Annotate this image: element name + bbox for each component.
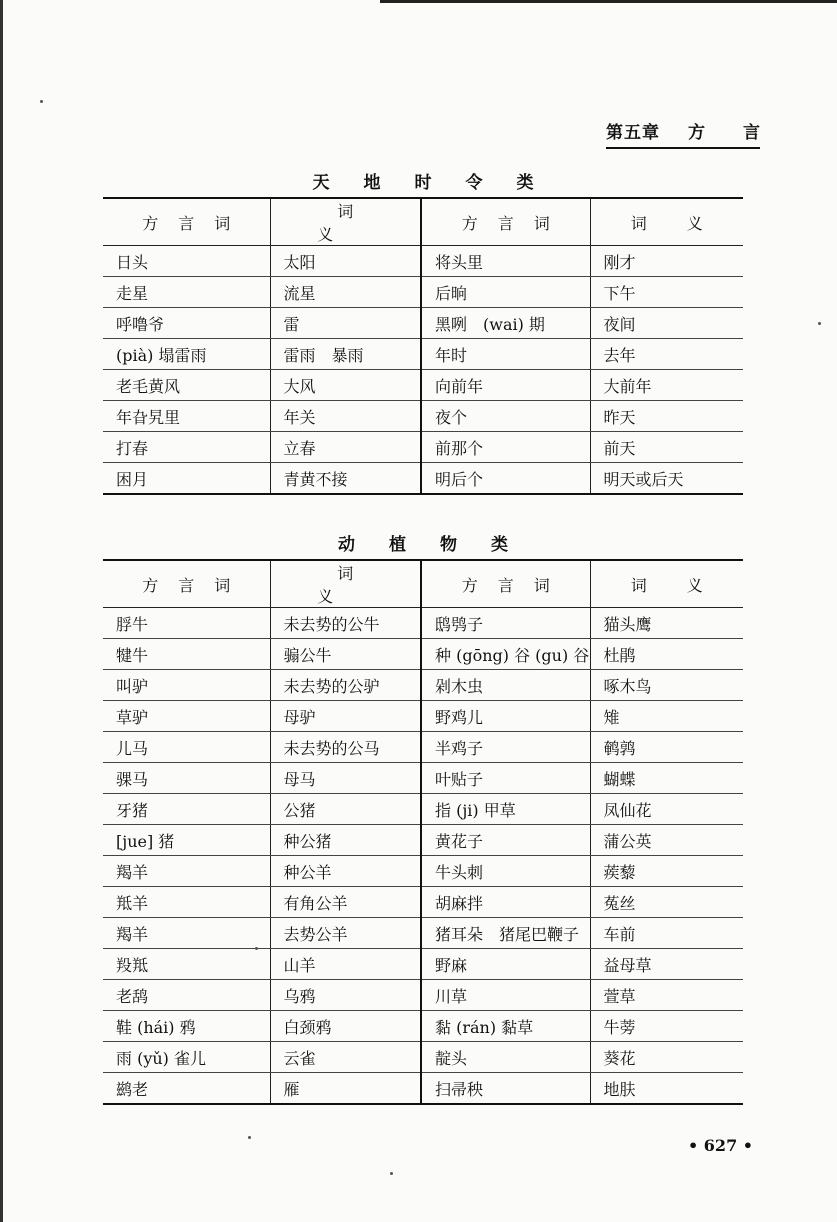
table-row [103,825,743,856]
meaning-cell: 山羊 [270,949,421,980]
dialect-word-cell: 前那个 [421,432,590,463]
meaning-cell: 蝴蝶 [590,763,743,794]
meaning-cell: 公猪 [270,794,421,825]
meaning-cell: 未去势的公马 [270,732,421,763]
dialect-word-cell: 羯羊 [103,918,270,949]
table-row [103,670,743,701]
column-header: 词义 [590,198,743,246]
dialect-word-cell: 靛头 [421,1042,590,1073]
scan-speck [818,322,821,325]
meaning-cell: 母驴 [270,701,421,732]
meaning-cell: 云雀 [270,1042,421,1073]
dialect-word-cell: 半鸡子 [421,732,590,763]
meaning-cell: 太阳 [270,246,421,277]
dialect-word-cell: (pià) 塌雷雨 [103,339,270,370]
dialect-word-cell: 将头里 [421,246,590,277]
table-row [103,277,743,308]
meaning-cell: 未去势的公牛 [270,608,421,639]
meaning-cell: 蒺藜 [590,856,743,887]
meaning-cell: 立春 [270,432,421,463]
meaning-cell: 杜鹃 [590,639,743,670]
meaning-cell: 明天或后天 [590,463,743,495]
column-header: 方言词 [421,198,590,246]
dialect-word-cell: 年时 [421,339,590,370]
dialect-word-cell: 后晌 [421,277,590,308]
table-row [103,887,743,918]
dialect-word-cell: 牛头刺 [421,856,590,887]
weather-terms-table [103,197,743,495]
meaning-cell: 雷雨 暴雨 [270,339,421,370]
meaning-cell: 种公猪 [270,825,421,856]
dialect-word-cell: 打春 [103,432,270,463]
page-number: • 627 • [688,1136,753,1155]
dialect-word-cell: 牙猪 [103,794,270,825]
column-header: 词义 [590,560,743,608]
dialect-word-cell: 草驴 [103,701,270,732]
table-row [103,1073,743,1105]
table-row [103,1042,743,1073]
meaning-cell: 雁 [270,1073,421,1105]
column-header: 词义 [270,560,421,608]
dialect-word-cell: 呼噜爷 [103,308,270,339]
column-header: 方言词 [421,560,590,608]
dialect-word-cell: 困月 [116,469,149,489]
table-row [103,246,743,277]
meaning-cell: 下午 [590,277,743,308]
meaning-cell: 葵花 [590,1042,743,1073]
dialect-word-cell: 夜个 [421,401,590,432]
meaning-cell: 流星 [270,277,421,308]
meaning-cell: 白颈鸦 [270,1011,421,1042]
meaning-cell: 地肤 [590,1073,743,1105]
table-row [103,949,743,980]
dialect-word-cell: 羝羊 [103,887,270,918]
dialect-word-cell: 老鸹 [103,980,270,1011]
meaning-cell: 年关 [270,401,421,432]
meaning-cell: 萱草 [590,980,743,1011]
meaning-cell: 前天 [590,432,743,463]
meaning-cell: 骟公牛 [270,639,421,670]
scan-speck [40,100,43,103]
dialect-word-cell: 叶贴子 [421,763,590,794]
column-header: 方言词 [103,198,270,246]
page-edge-shadow [0,0,3,1222]
weather-table-body [103,246,743,495]
dialect-word-cell: 老毛黄风 [103,370,270,401]
meaning-cell: 母马 [270,763,421,794]
dialect-word-cell: 种 (gōng) 谷 (gu) 谷 [421,639,590,670]
dialect-word-cell: 剁木虫 [421,670,590,701]
meaning-cell: 乌鸦 [270,980,421,1011]
dialect-word-cell: 鞋 (hái) 鸦 [103,1011,270,1042]
scan-speck [255,947,258,950]
meaning-cell: 鹌鹑 [590,732,743,763]
dialect-word-cell: 鹚老 [116,1079,149,1099]
table-row [103,432,743,463]
chapter-number: 第五章 [606,123,660,143]
table-row [103,639,743,670]
table-row [103,701,743,732]
dialect-word-cell: 脬牛 [103,608,270,639]
section-title-weather: 天地时令类 [312,173,568,193]
dialect-word-cell: 扫帚秧 [421,1073,590,1105]
dialect-word-cell: 日头 [103,246,270,277]
table-header-row [103,560,743,608]
scan-speck [390,1172,393,1175]
table-row [103,794,743,825]
dialect-word-cell: 叫驴 [103,670,270,701]
dialect-word-cell: 黏 (rán) 黏草 [421,1011,590,1042]
dialect-word-cell: 犍牛 [103,639,270,670]
column-header: 词义 [270,198,421,246]
table-row [103,401,743,432]
table-row [103,370,743,401]
meaning-cell: 大风 [270,370,421,401]
dialect-word-cell: 黑咧 (wai) 期 [421,308,590,339]
table-row [103,463,743,495]
flora-fauna-table-body [103,608,743,1105]
dialect-word-cell: 羖羝 [103,949,270,980]
chapter-header [606,118,798,149]
table-row [103,1011,743,1042]
chapter-title: 方言 [688,123,798,143]
dialect-word-cell: 猪耳朵 猪尾巴鞭子 [421,918,590,949]
meaning-cell: 蒲公英 [590,825,743,856]
table-row [103,918,743,949]
dialect-word-cell: 野鸡儿 [421,701,590,732]
table-row [103,856,743,887]
table-row [103,308,743,339]
dialect-word-cell: 年旮旯里 [103,401,270,432]
dialect-word-cell: 明后个 [421,463,590,495]
dialect-word-cell: 川草 [421,980,590,1011]
meaning-cell: 青黄不接 [270,463,421,495]
table-header-row [103,198,743,246]
meaning-cell: 去势公羊 [270,918,421,949]
dialect-word-cell: [jue] 猪 [103,825,270,856]
dialect-word-cell: 雨 (yǔ) 雀儿 [103,1042,270,1073]
dialect-word-cell: 向前年 [421,370,590,401]
table-row [103,980,743,1011]
meaning-cell: 车前 [590,918,743,949]
scan-speck [248,1136,251,1139]
table-row [103,608,743,639]
meaning-cell: 雷 [270,308,421,339]
meaning-cell: 种公羊 [270,856,421,887]
dialect-word-cell: 走星 [103,277,270,308]
section-title-flora-fauna: 动植物类 [338,535,542,555]
table-row [103,763,743,794]
flora-fauna-terms-table [103,559,743,1105]
meaning-cell: 昨天 [590,401,743,432]
dialect-word-cell: 鸱鸮子 [421,608,590,639]
dialect-word-cell: 骒马 [103,763,270,794]
meaning-cell: 刚才 [590,246,743,277]
dialect-word-cell: 黄花子 [421,825,590,856]
meaning-cell: 菟丝 [590,887,743,918]
column-header: 方言词 [103,560,270,608]
top-scan-edge [380,0,837,3]
meaning-cell: 未去势的公驴 [270,670,421,701]
meaning-cell: 牛蒡 [590,1011,743,1042]
meaning-cell: 去年 [590,339,743,370]
dialect-word-cell: 指 (ji) 甲草 [421,794,590,825]
meaning-cell: 猫头鹰 [590,608,743,639]
meaning-cell: 夜间 [590,308,743,339]
meaning-cell: 益母草 [590,949,743,980]
dialect-word-cell: 野麻 [421,949,590,980]
dialect-word-cell: 羯羊 [103,856,270,887]
meaning-cell: 有角公羊 [270,887,421,918]
meaning-cell: 凤仙花 [590,794,743,825]
meaning-cell: 大前年 [590,370,743,401]
table-row [103,339,743,370]
meaning-cell: 雉 [590,701,743,732]
table-row [103,732,743,763]
meaning-cell: 啄木鸟 [590,670,743,701]
dialect-word-cell: 胡麻拌 [421,887,590,918]
dialect-word-cell: 儿马 [103,732,270,763]
